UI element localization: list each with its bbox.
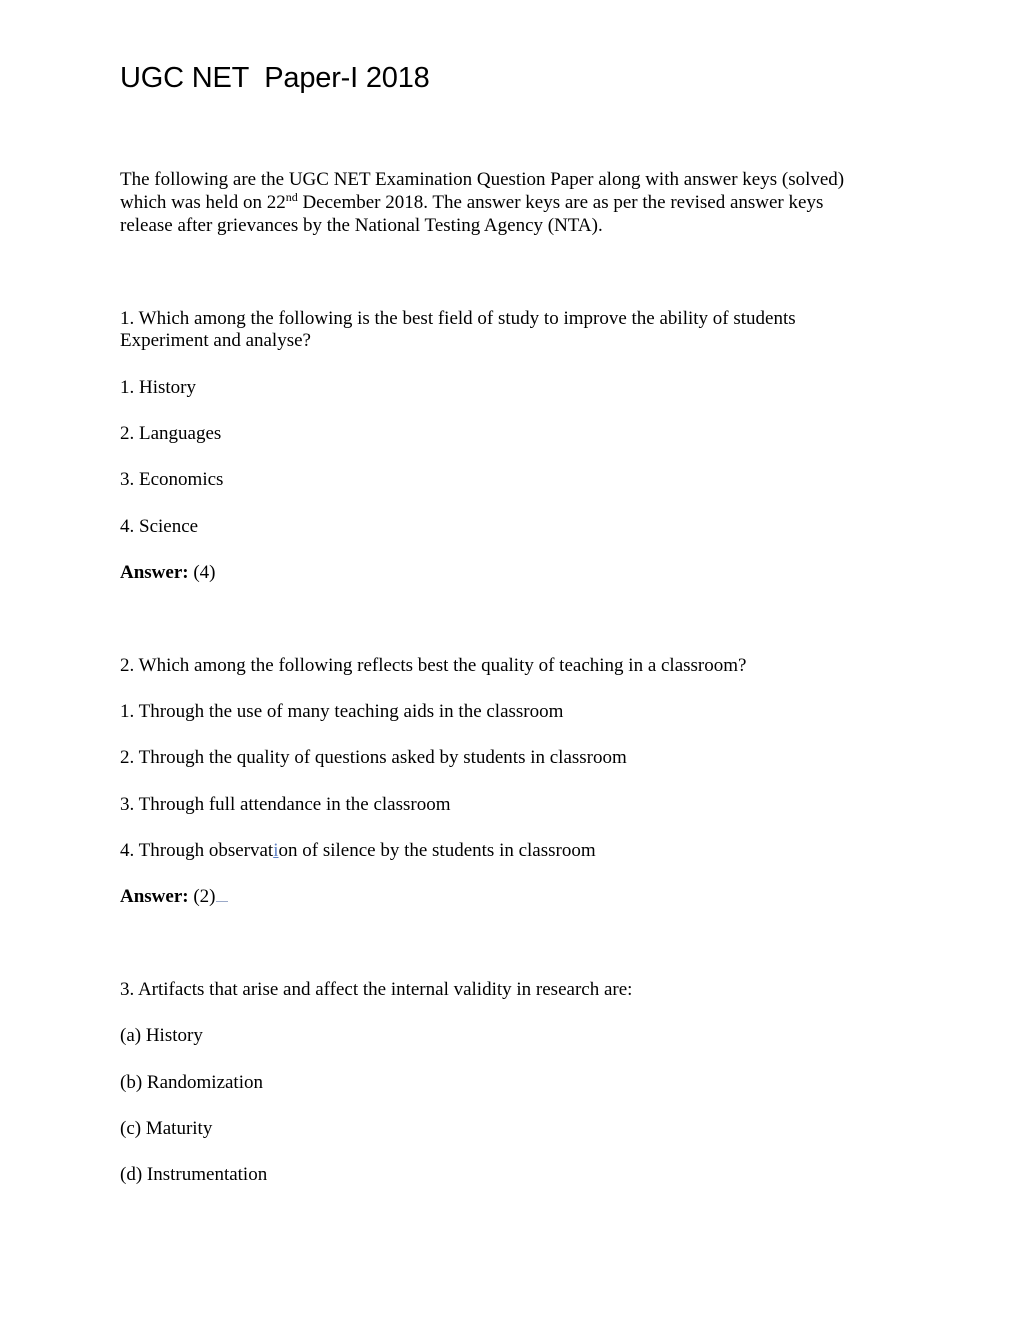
intro-paragraph	[120, 168, 910, 237]
question-2-option-4	[120, 839, 596, 862]
page-title: UGC NET Paper-I 2018	[120, 62, 430, 94]
answer-value: (4)	[188, 562, 216, 583]
option-4-start: 4. Through observat	[120, 840, 274, 861]
question-3-option-b: (b) Randomization	[120, 1072, 263, 1093]
question-1-option-4: 4. Science	[120, 516, 199, 537]
intro-line-3: release after grievances by the National Testing Agency (NTA).	[120, 215, 603, 236]
question-3-text: 3. Artifacts that arise and affect the internal validity in research are:	[120, 979, 633, 1000]
intro-line-2	[120, 191, 910, 214]
intro-line-2-end: December 2018. The answer keys are as per the revised answer keys	[297, 192, 824, 213]
answer-value: (2)	[188, 886, 216, 907]
question-3-option-d: (d) Instrumentation	[120, 1164, 268, 1185]
option-4-end: on of silence by the students in classroom	[278, 840, 596, 861]
revision-mark: i	[273, 840, 279, 861]
question-2-text: 2. Which among the following reflects best the quality of teaching in a classroom?	[120, 655, 747, 676]
question-3-option-c: (c) Maturity	[120, 1118, 213, 1139]
question-1-line-1: 1. Which among the following is the best field of study to improve the ability of students	[120, 308, 796, 329]
ordinal-suffix: nd	[285, 190, 298, 204]
question-2-option-2: 2. Through the quality of questions asked by students in classroom	[120, 747, 627, 768]
question-1-option-3: 3. Economics	[120, 469, 224, 490]
question-2-answer	[120, 885, 228, 908]
question-2-option-3: 3. Through full attendance in the classroom	[120, 794, 451, 815]
answer-label: Answer:	[120, 562, 189, 583]
answer-label: Answer:	[120, 886, 189, 907]
intro-line-2-start: which was held on 22	[120, 192, 286, 213]
question-3-option-a: (a) History	[120, 1025, 203, 1046]
question-1-option-1: 1. History	[120, 377, 196, 398]
question-1-answer	[120, 561, 216, 584]
revision-underline	[216, 887, 228, 902]
question-1-line-2: Experiment and analyse?	[120, 330, 311, 351]
question-2-option-1: 1. Through the use of many teaching aids in the classroom	[120, 701, 564, 722]
question-1-option-2: 2. Languages	[120, 423, 222, 444]
intro-line-1: The following are the UGC NET Examination Question Paper along with answer keys (solved)	[120, 169, 845, 190]
